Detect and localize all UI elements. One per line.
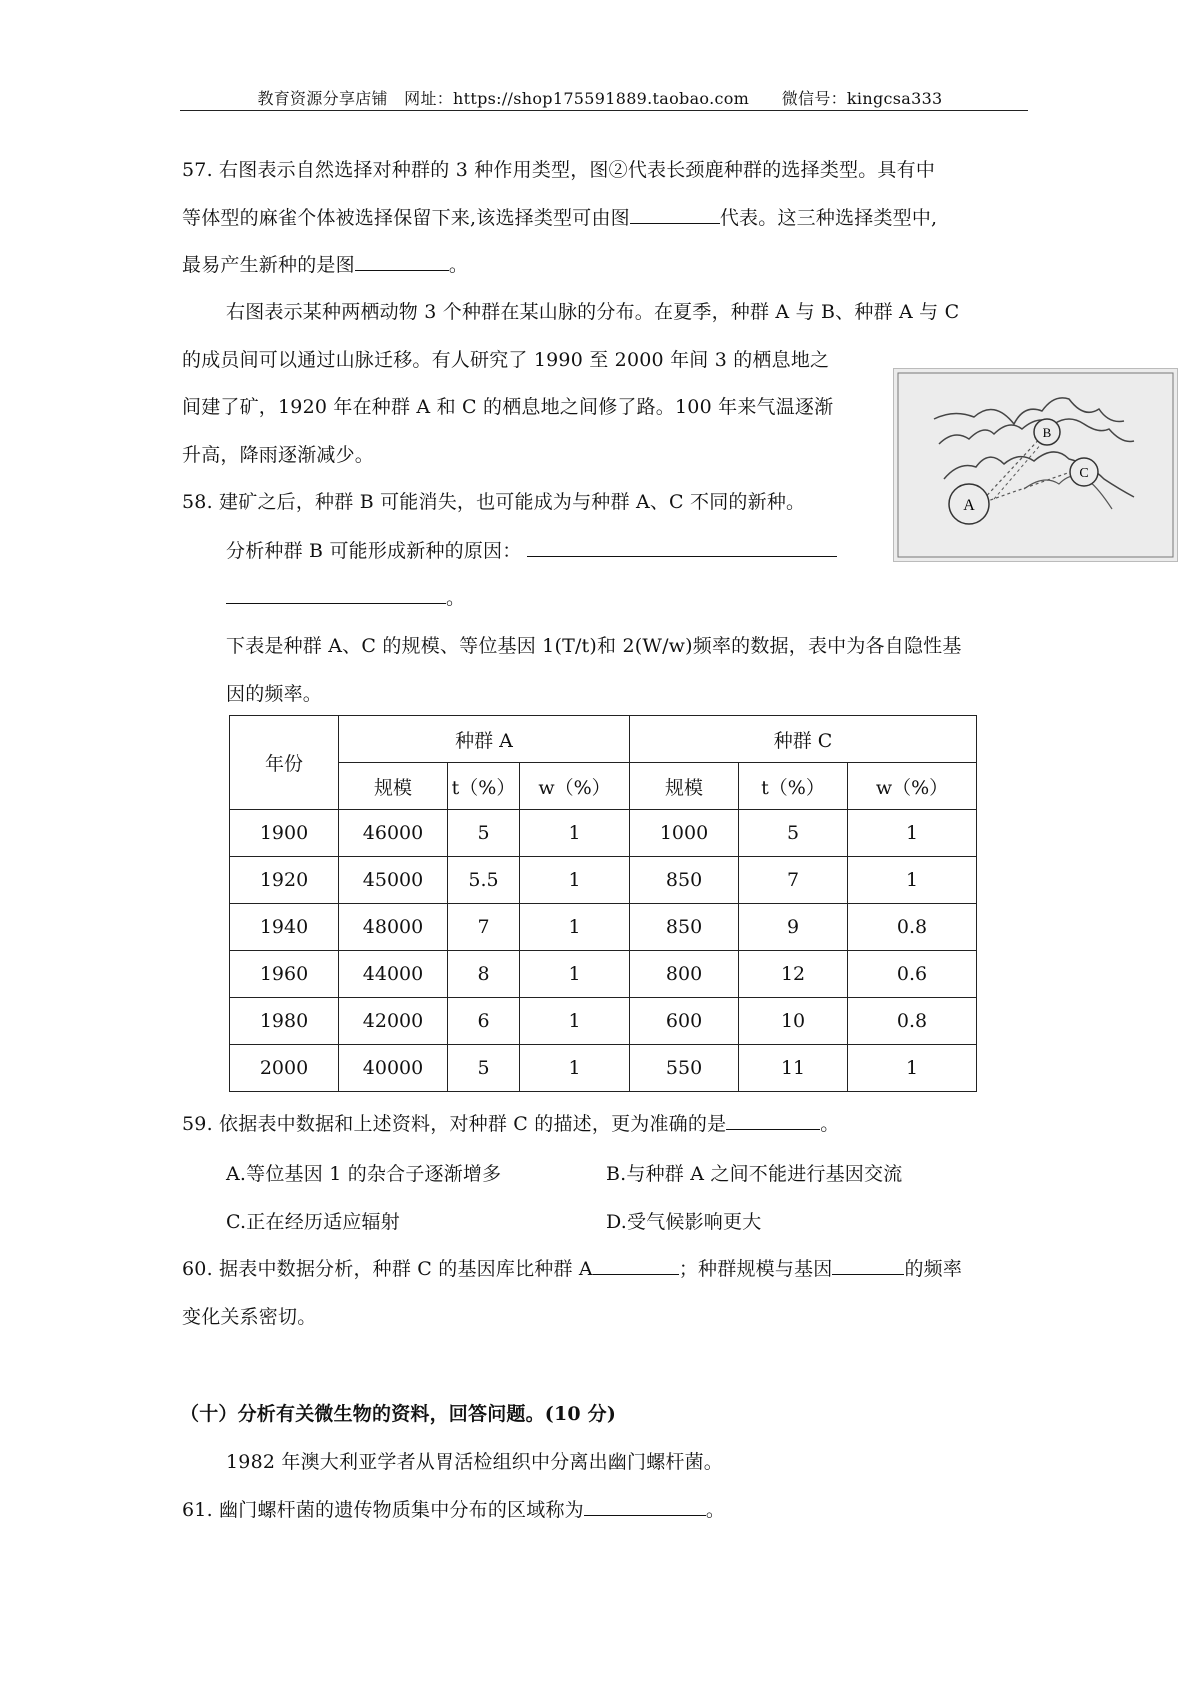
- map-label-c: C: [1079, 466, 1089, 481]
- table-cell: 1980: [230, 998, 339, 1045]
- table-cell: 7: [448, 904, 520, 951]
- para-line-4: 升高，降雨逐渐减少。: [182, 444, 375, 466]
- q58-text-b: 。: [446, 587, 466, 609]
- col-header: w（%）: [520, 763, 630, 810]
- q60-text-a: 60. 据表中数据分析，种群 C 的基因库比种群 A: [182, 1258, 593, 1280]
- q57-blank-1[interactable]: [630, 205, 720, 224]
- table-row: [230, 998, 977, 1045]
- table-cell: 1: [848, 1045, 977, 1092]
- q58-blank-2[interactable]: [226, 585, 446, 604]
- para-line-2: 的成员间可以通过山脉迁移。有人研究了 1990 至 2000 年间 3 的栖息地之: [182, 349, 830, 371]
- table-intro-line-1: 下表是种群 A、C 的规模、等位基因 1(T/t)和 2(W/w)频率的数据，表中为各自隐性基: [226, 635, 962, 657]
- table-cell: 1: [520, 810, 630, 857]
- table-cell: 800: [630, 951, 739, 998]
- table-cell: 8: [448, 951, 520, 998]
- table-cell: 9: [739, 904, 848, 951]
- q58-line-3: [226, 584, 465, 612]
- table-cell: 45000: [339, 857, 448, 904]
- year-header: 年份: [230, 716, 339, 810]
- table-cell: 1: [520, 904, 630, 951]
- table-intro-line-2: 因的频率。: [226, 683, 323, 705]
- table-cell: 2000: [230, 1045, 339, 1092]
- col-header: t（%）: [448, 763, 520, 810]
- para-line-1: 右图表示某种两栖动物 3 个种群在某山脉的分布。在夏季，种群 A 与 B、种群 A 与 C: [226, 301, 960, 323]
- col-header: t（%）: [739, 763, 848, 810]
- table-cell: 850: [630, 904, 739, 951]
- q57-text-b: 代表。这三种选择类型中,: [719, 207, 938, 229]
- col-header: w（%）: [848, 763, 977, 810]
- q57-line-2: [182, 204, 937, 232]
- table-cell: 46000: [339, 810, 448, 857]
- table-cell: 12: [739, 951, 848, 998]
- table-cell: 11: [739, 1045, 848, 1092]
- q59-blank[interactable]: [726, 1111, 820, 1130]
- table-cell: 1000: [630, 810, 739, 857]
- q57-text-c: 最易产生新种的是图: [182, 254, 355, 276]
- q57-blank-2[interactable]: [355, 252, 449, 271]
- q59-option-a[interactable]: A.等位基因 1 的杂合子逐渐增多: [226, 1163, 502, 1185]
- table-cell: 5.5: [448, 857, 520, 904]
- q58-line-2: [226, 537, 837, 565]
- q59-text-b: 。: [820, 1113, 840, 1135]
- table-row: [230, 951, 977, 998]
- table-header-row-1: [230, 716, 977, 763]
- population-a-header: 种群 A: [339, 716, 630, 763]
- header-divider: [180, 110, 1028, 111]
- q60-blank-2[interactable]: [832, 1256, 904, 1275]
- table-cell: 42000: [339, 998, 448, 1045]
- q57-line-1: 57. 右图表示自然选择对种群的 3 种作用类型，图②代表长颈鹿种群的选择类型。具有中: [182, 159, 936, 181]
- table-header-row-2: [230, 763, 977, 810]
- table-cell: 1: [848, 857, 977, 904]
- table-cell: 550: [630, 1045, 739, 1092]
- table-row: [230, 857, 977, 904]
- q57-line-3: [182, 251, 468, 279]
- table-cell: 1: [848, 810, 977, 857]
- table-cell: 0.8: [848, 904, 977, 951]
- q59-option-d[interactable]: D.受气候影响更大: [606, 1211, 762, 1233]
- table-row: [230, 810, 977, 857]
- q60-text-c: 的频率: [904, 1258, 963, 1280]
- q59-text-a: 59. 依据表中数据和上述资料，对种群 C 的描述，更为准确的是: [182, 1113, 727, 1135]
- table-cell: 1: [520, 857, 630, 904]
- col-header: 规模: [630, 763, 739, 810]
- mountain-map-drawing: [894, 369, 1177, 561]
- page-header: 教育资源分享店铺 网址：https://shop175591889.taobao.com 微信号：kingcsa333: [257, 89, 943, 108]
- table-cell: 44000: [339, 951, 448, 998]
- table-cell: 48000: [339, 904, 448, 951]
- table-cell: 0.8: [848, 998, 977, 1045]
- table-cell: 0.6: [848, 951, 977, 998]
- q60-text-b: ；种群规模与基因: [678, 1258, 833, 1280]
- section-10-intro: 1982 年澳大利亚学者从胃活检组织中分离出幽门螺杆菌。: [226, 1451, 723, 1473]
- q61-blank[interactable]: [584, 1497, 706, 1516]
- table-cell: 1900: [230, 810, 339, 857]
- table-cell: 1: [520, 998, 630, 1045]
- q57-text-d: 。: [448, 254, 469, 276]
- q61-text-a: 61. 幽门螺杆菌的遗传物质集中分布的区域称为: [182, 1499, 584, 1521]
- map-label-b: B: [1042, 425, 1052, 440]
- q58-text-a: 分析种群 B 可能形成新种的原因：: [226, 540, 522, 562]
- q58-blank-1[interactable]: [527, 538, 837, 557]
- q59-line-1: [182, 1110, 839, 1138]
- table-cell: 1: [520, 951, 630, 998]
- q59-option-b[interactable]: B.与种群 A 之间不能进行基因交流: [606, 1163, 903, 1185]
- table-cell: 5: [448, 1045, 520, 1092]
- table-cell: 600: [630, 998, 739, 1045]
- mountain-map-figure: [893, 368, 1178, 562]
- table-cell: 1960: [230, 951, 339, 998]
- q61-text-b: 。: [705, 1499, 726, 1521]
- col-header: 规模: [339, 763, 448, 810]
- table-cell: 1920: [230, 857, 339, 904]
- table-row: [230, 904, 977, 951]
- q60-line-2: 变化关系密切。: [182, 1306, 317, 1328]
- q58-line-1: 58. 建矿之后，种群 B 可能消失，也可能成为与种群 A、C 不同的新种。: [182, 491, 806, 513]
- table-cell: 40000: [339, 1045, 448, 1092]
- q60-blank-1[interactable]: [593, 1256, 679, 1275]
- section-10-title: （十）分析有关微生物的资料，回答问题。(10 分): [180, 1403, 617, 1425]
- q60-line-1: [182, 1255, 962, 1283]
- table-cell: 10: [739, 998, 848, 1045]
- q59-option-c[interactable]: C.正在经历适应辐射: [226, 1211, 400, 1233]
- table-cell: 5: [448, 810, 520, 857]
- table-row: [230, 1045, 977, 1092]
- population-data-table: [229, 715, 977, 1092]
- population-c-header: 种群 C: [630, 716, 977, 763]
- table-cell: 850: [630, 857, 739, 904]
- table-cell: 6: [448, 998, 520, 1045]
- q57-text-a: 等体型的麻雀个体被选择保留下来,该选择类型可由图: [182, 207, 630, 229]
- table-cell: 5: [739, 810, 848, 857]
- map-label-a: A: [963, 497, 975, 514]
- table-cell: 1: [520, 1045, 630, 1092]
- table-cell: 1940: [230, 904, 339, 951]
- para-line-3: 间建了矿，1920 年在种群 A 和 C 的栖息地之间修了路。100 年来气温逐渐: [182, 396, 834, 418]
- table-cell: 7: [739, 857, 848, 904]
- q61-line: [182, 1496, 725, 1524]
